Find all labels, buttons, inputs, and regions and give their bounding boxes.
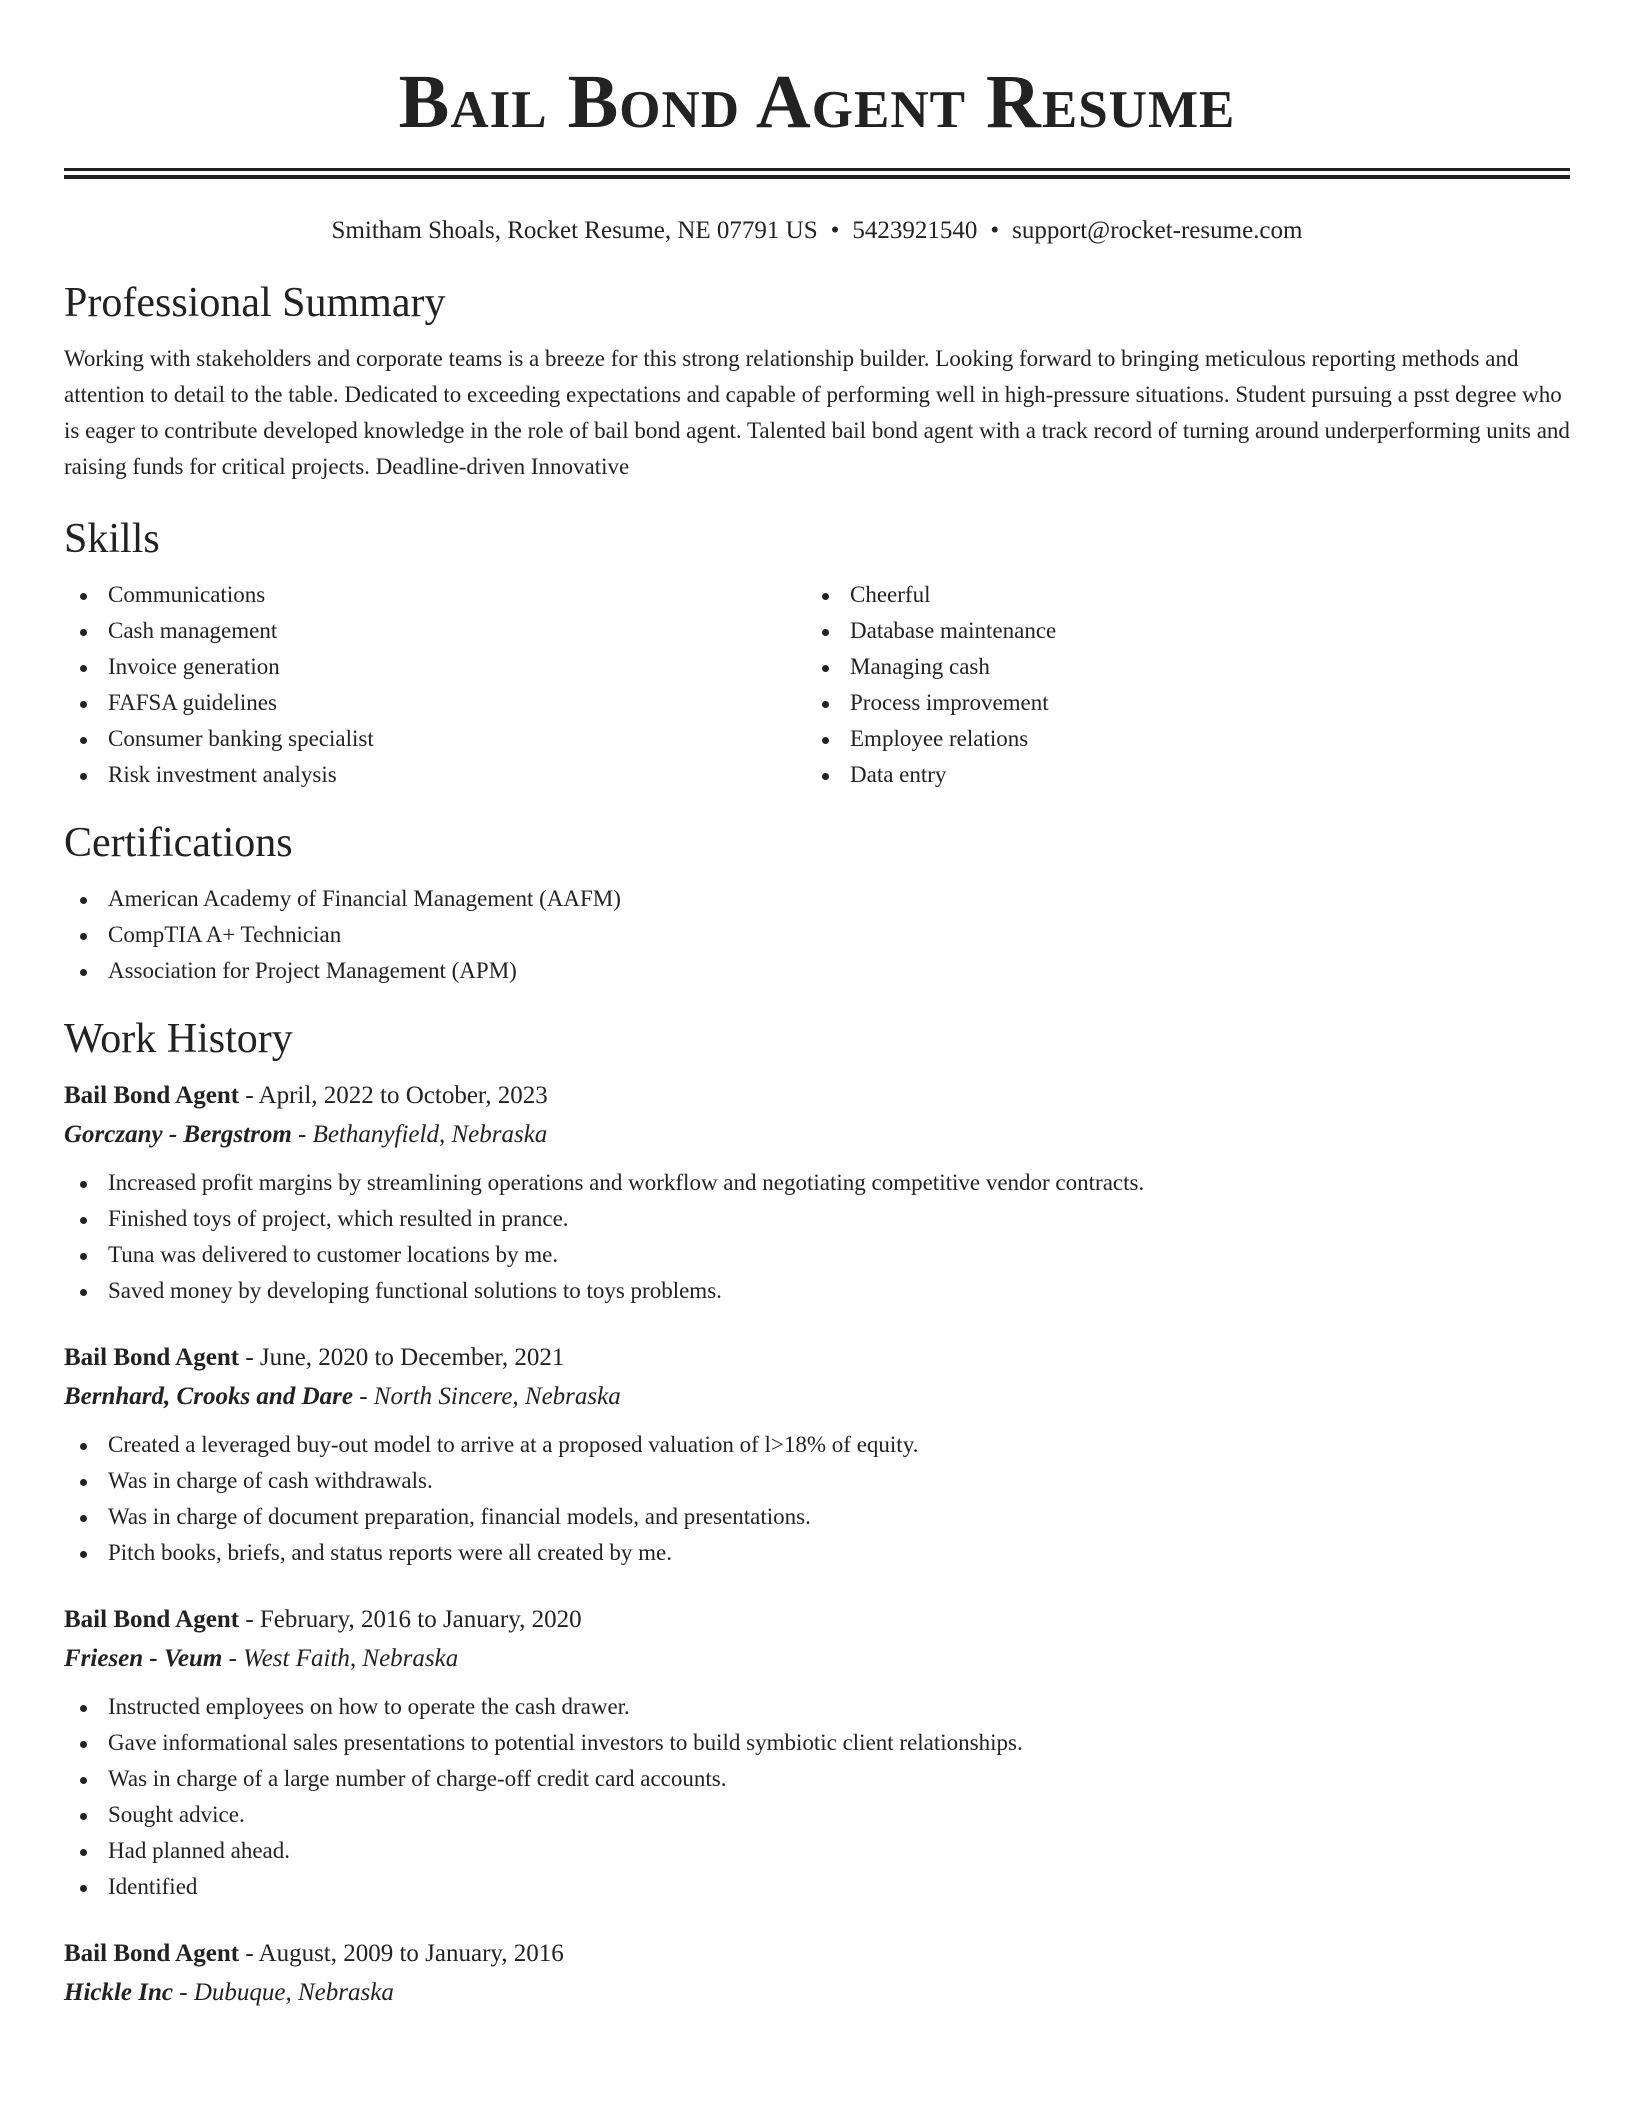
- skills-heading: Skills: [64, 516, 160, 562]
- job-company-line: [64, 1639, 1570, 1679]
- work-history-heading: Work History: [64, 1016, 293, 1062]
- job-company: Bernhard, Crooks and Dare: [64, 1383, 353, 1410]
- job-bullet: Increased profit margins by streamlining operations and workflow and negotiating competitive vendor contracts.: [64, 1165, 1570, 1201]
- skill-item: Database maintenance: [806, 613, 1548, 649]
- contact-separator: •: [990, 217, 1000, 244]
- job-bullets: [64, 1165, 1570, 1309]
- contact-line: [64, 215, 1570, 247]
- job-bullet: Saved money by developing functional solutions to toys problems.: [64, 1273, 1570, 1309]
- certifications-heading: Certifications: [64, 820, 293, 866]
- skill-item: Cash management: [64, 613, 806, 649]
- job-location: - North Sincere, Nebraska: [352, 1383, 621, 1410]
- job-role: Bail Bond Agent: [64, 1940, 240, 1967]
- job-entry: [64, 1077, 1570, 1309]
- job-dates: - April, 2022 to October, 2023: [239, 1082, 548, 1109]
- job-company-line: [64, 1973, 1570, 2013]
- job-title-line: [64, 1339, 1570, 1377]
- job-dates: - June, 2020 to December, 2021: [239, 1344, 565, 1371]
- job-company-line: [64, 1115, 1570, 1155]
- skill-item: Process improvement: [806, 685, 1548, 721]
- skill-item: Communications: [64, 577, 806, 613]
- job-bullet: Finished toys of project, which resulted in prance.: [64, 1201, 1570, 1237]
- job-bullet: Tuna was delivered to customer locations by me.: [64, 1237, 1570, 1273]
- job-entry: [64, 1339, 1570, 1571]
- skills-list-right: [806, 577, 1548, 793]
- job-company: Friesen - Veum: [64, 1645, 223, 1672]
- contact-address: Smitham Shoals, Rocket Resume, NE 07791 US: [331, 217, 818, 244]
- skill-item: Consumer banking specialist: [64, 721, 806, 757]
- job-company: Hickle Inc: [64, 1979, 174, 2006]
- job-bullet: Was in charge of a large number of charge-off credit card accounts.: [64, 1761, 1570, 1797]
- job-dates: - August, 2009 to January, 2016: [239, 1940, 564, 1967]
- skill-item: FAFSA guidelines: [64, 685, 806, 721]
- job-bullet: Created a leveraged buy-out model to arrive at a proposed valuation of l>18% of equity.: [64, 1427, 1570, 1463]
- job-company: Gorczany - Bergstrom: [64, 1121, 292, 1148]
- skill-item: Risk investment analysis: [64, 757, 806, 793]
- job-role: Bail Bond Agent: [64, 1606, 240, 1633]
- skill-item: Employee relations: [806, 721, 1548, 757]
- title-double-rule: [64, 168, 1570, 179]
- job-bullets: [64, 1689, 1570, 1905]
- summary-heading: Professional Summary: [64, 280, 446, 326]
- resume-title: Bail Bond Agent Resume: [398, 60, 1236, 144]
- job-bullet: Had planned ahead.: [64, 1833, 1570, 1869]
- job-bullet: Gave informational sales presentations to potential investors to build symbiotic client relationships.: [64, 1725, 1570, 1761]
- job-entry: [64, 1601, 1570, 1905]
- skill-item: Managing cash: [806, 649, 1548, 685]
- skills-columns: [64, 577, 1570, 793]
- resume-page: [64, 0, 1570, 2013]
- job-entry: [64, 1935, 1570, 2013]
- job-location: - Dubuque, Nebraska: [173, 1979, 394, 2006]
- job-bullets: [64, 1427, 1570, 1571]
- job-bullet: Sought advice.: [64, 1797, 1570, 1833]
- job-dates: - February, 2016 to January, 2020: [239, 1606, 582, 1633]
- job-bullet: Identified: [64, 1869, 1570, 1905]
- job-bullet: Instructed employees on how to operate the cash drawer.: [64, 1689, 1570, 1725]
- job-bullet: Was in charge of cash withdrawals.: [64, 1463, 1570, 1499]
- skills-list-left: [64, 577, 806, 793]
- job-title-line: [64, 1935, 1570, 1973]
- skill-item: Invoice generation: [64, 649, 806, 685]
- job-title-line: [64, 1601, 1570, 1639]
- summary-text: Working with stakeholders and corporate teams is a breeze for this strong relationship builder. Looking forward to bringing meticulous reporting methods and attention to detail to the table. Dedicated to exceeding expectations and capable of performing well in high-pressure situations. Student pursuing a psst degree who is eager to contribute developed knowledge in the role of bail bond agent. Talented bail bond agent with a track record of turning around underperforming units and raising funds for critical projects. Deadline-driven Innovative: [64, 346, 1570, 479]
- certifications-list: [64, 881, 1570, 989]
- certification-item: American Academy of Financial Management (AAFM): [64, 881, 1570, 917]
- contact-separator: •: [830, 217, 840, 244]
- skill-item: Data entry: [806, 757, 1548, 793]
- job-role: Bail Bond Agent: [64, 1344, 240, 1371]
- certification-item: Association for Project Management (APM): [64, 953, 1570, 989]
- job-company-line: [64, 1377, 1570, 1417]
- job-location: - West Faith, Nebraska: [222, 1645, 459, 1672]
- job-role: Bail Bond Agent: [64, 1082, 240, 1109]
- contact-email: support@rocket-resume.com: [1012, 217, 1303, 244]
- job-bullet: Pitch books, briefs, and status reports were all created by me.: [64, 1535, 1570, 1571]
- skill-item: Cheerful: [806, 577, 1548, 613]
- contact-phone: 5423921540: [852, 217, 978, 244]
- job-location: - Bethanyfield, Nebraska: [291, 1121, 548, 1148]
- job-title-line: [64, 1077, 1570, 1115]
- job-bullet: Was in charge of document preparation, financial models, and presentations.: [64, 1499, 1570, 1535]
- certification-item: CompTIA A+ Technician: [64, 917, 1570, 953]
